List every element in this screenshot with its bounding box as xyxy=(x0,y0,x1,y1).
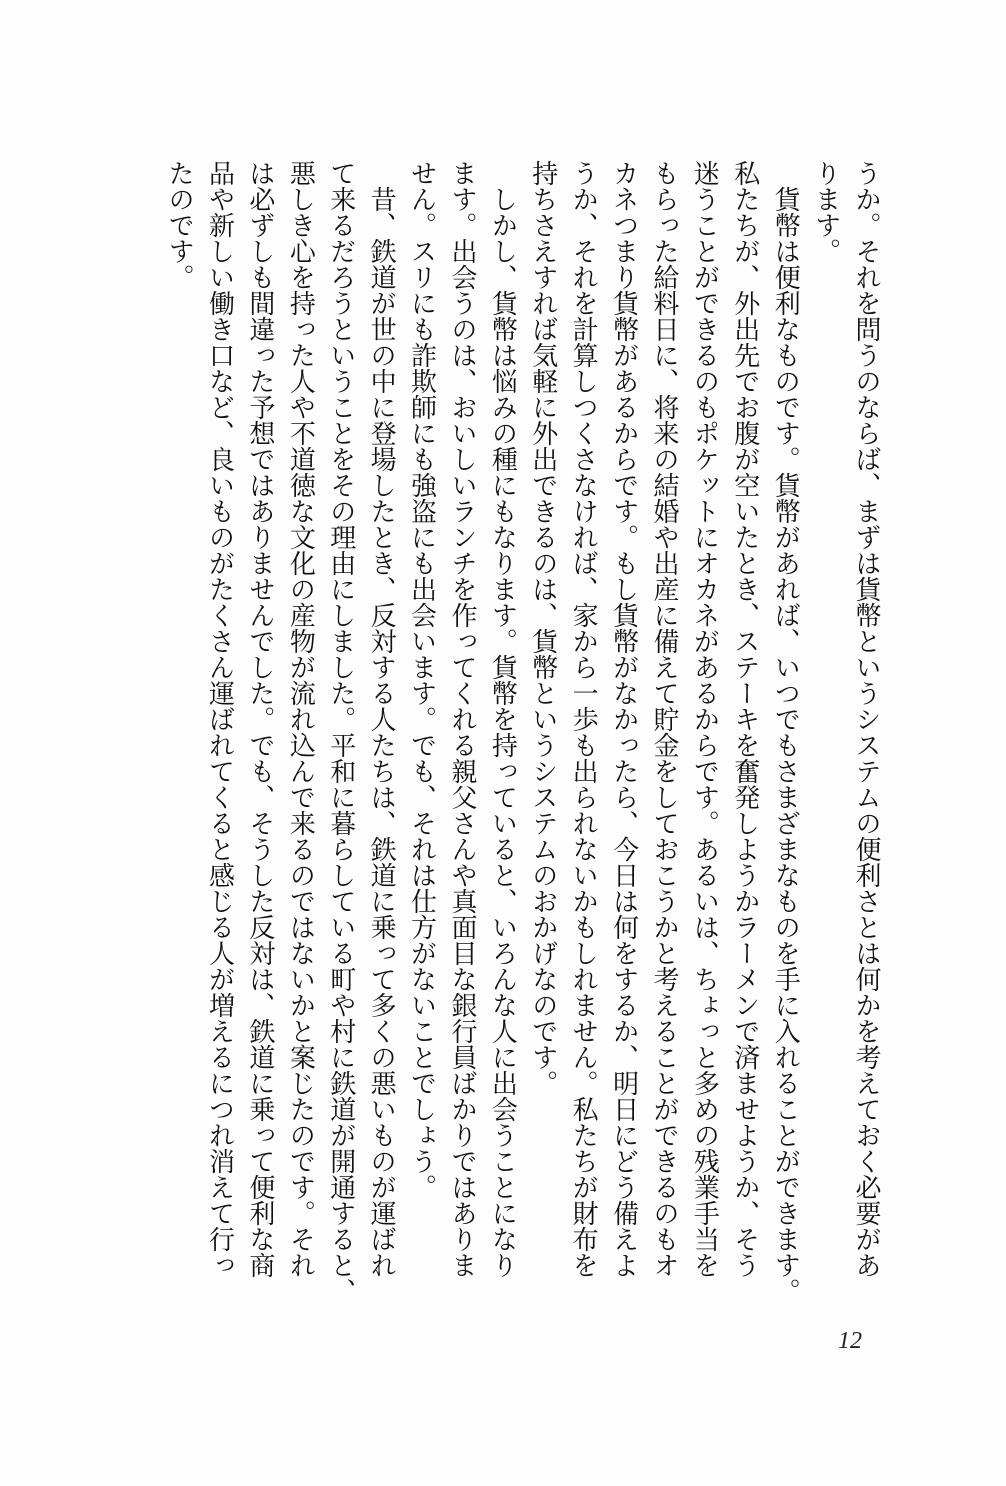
text-line: は必ずしも間違った予想ではありませんでした。でも、そうした反対は、鉄道に乗って便利な商 xyxy=(244,160,275,1278)
text-line: ります。 xyxy=(810,160,841,264)
text-line: カネつまり貨幣があるからです。もし貨幣がなかったら、今日は何をするか、明日にどう備えよ xyxy=(608,160,639,1278)
text-line: ます。出会うのは、おいしいランチを作ってくれる親父さんや真面目な銀行員ばかりではありま xyxy=(446,160,477,1278)
text-line: 昔、鉄道が世の中に登場したとき、反対する人たちは、鉄道に乗って多くの悪いものが運ばれ xyxy=(366,160,397,1278)
text-line: うか、それを計算しつくさなければ、家から一歩も出られないかもしれません。私たちが財布を xyxy=(568,160,599,1278)
text-line: て来るだろうということをその理由にしました。平和に暮らしている町や村に鉄道が開通すると、 xyxy=(325,160,356,1304)
text-line: うか。それを問うのならば、まずは貨幣というシステムの便利さとは何かを考えておく必要があ xyxy=(851,160,881,1278)
text-line: しかし、貨幣は悩みの種にもなります。貨幣を持っていると、いろんな人に出会うことになり xyxy=(487,160,518,1278)
text-line: 持ちさえすれば気軽に外出できるのは、貨幣というシステムのおかげなのです。 xyxy=(527,160,558,1096)
text-line: 貨幣は便利なものです。貨幣があれば、いつでもさまざまなものを手に入れることができます。 xyxy=(770,160,801,1304)
text-line: もらった給料日に、将来の結婚や出産に備えて貯金をしておこうかと考えることができるのもオ xyxy=(648,160,679,1278)
text-line: 悪しき心を持った人や不道徳な文化の産物が流れ込んで来るのではないかと案じたのです。それ xyxy=(285,160,316,1278)
text-line: せん。スリにも詐欺師にも強盗にも出会います。でも、それは仕方がないことでしょう。 xyxy=(406,160,437,1200)
text-line: 迷うことができるのもポケットにオカネがあるからです。あるいは、ちょっと多めの残業手当を xyxy=(689,160,720,1278)
page-number: 12 xyxy=(838,1328,862,1354)
text-line: 品や新しい働き口など、良いものがたくさん運ばれてくると感じる人が増えるにつれ消えて行っ xyxy=(204,160,235,1278)
text-line: 私たちが、外出先でお腹が空いたとき、ステーキを奮発しようかラーメンで済ませようか、そう xyxy=(729,160,760,1278)
text-line: たのです。 xyxy=(164,160,195,290)
vertical-text-block xyxy=(159,160,886,1310)
